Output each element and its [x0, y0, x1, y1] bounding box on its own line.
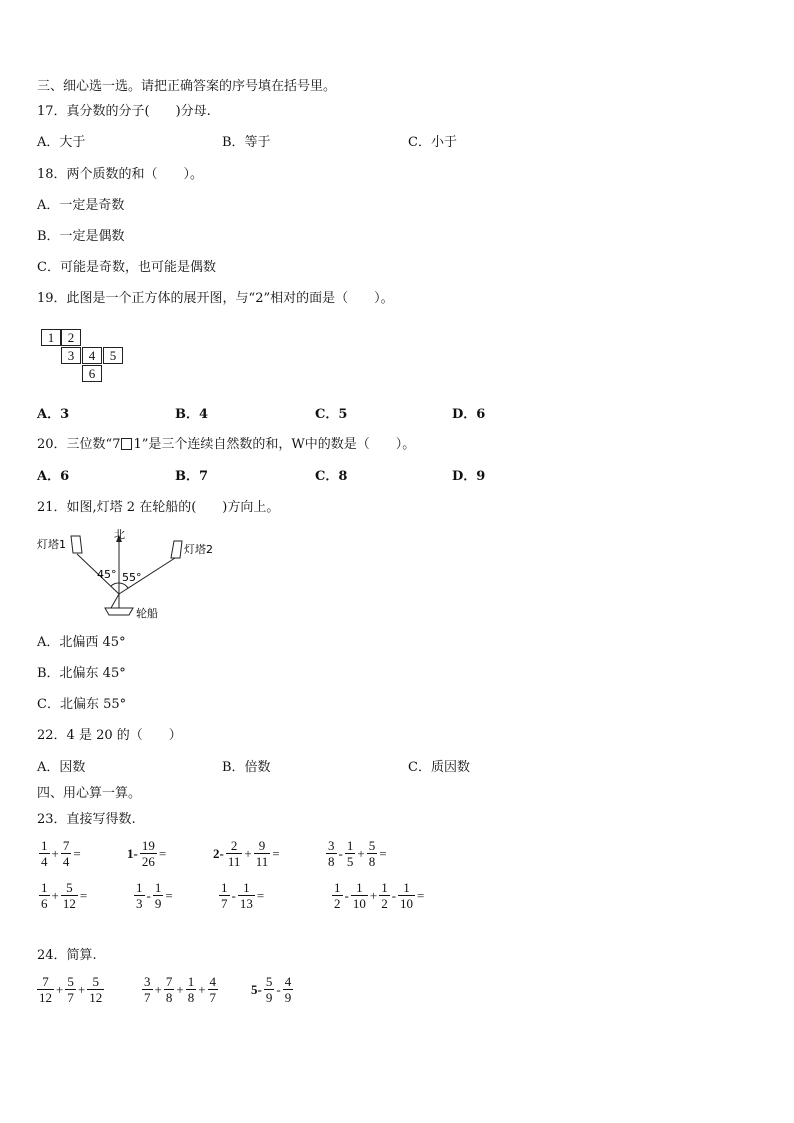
- math-operator: =: [165, 888, 173, 903]
- q17-option-b: B．等于: [222, 135, 271, 150]
- q18-stem: 18．两个质数的和（ ）。: [37, 167, 204, 182]
- math-operator: =: [256, 888, 265, 903]
- q17-option-a: A．大于: [37, 135, 86, 150]
- fraction-numerator: 1: [334, 880, 341, 895]
- net-face-3: 3: [61, 347, 81, 364]
- math-operator: +: [51, 846, 59, 861]
- section-3-heading: 三、细心选一选。请把正确答案的序号填在括号里。: [37, 79, 337, 94]
- fraction-numerator: 4: [209, 974, 217, 989]
- fraction: [219, 880, 230, 911]
- q18-option-c: C．可能是奇数，也可能是偶数: [37, 260, 216, 275]
- fraction: [351, 880, 368, 911]
- fraction: [379, 880, 390, 911]
- net-face-1: 1: [41, 329, 61, 346]
- fraction: [61, 838, 72, 869]
- q20-option-b: B．7: [175, 469, 209, 484]
- math-operator: +: [244, 846, 252, 861]
- q24-expr-1: [36, 974, 105, 1005]
- math-operator: 5-: [251, 982, 262, 997]
- q23-stem: 23．直接写得数.: [37, 812, 136, 827]
- fraction-numerator: 19: [141, 838, 155, 853]
- q23-expr-8: [331, 880, 425, 911]
- angle-label-45: 45°: [97, 568, 117, 581]
- lighthouse-direction-diagram: [35, 528, 235, 624]
- north-label: 北: [114, 528, 125, 541]
- fraction-denominator: 8: [187, 990, 195, 1005]
- q20-option-d: D．9: [452, 469, 486, 484]
- blank-box-icon: [121, 438, 132, 450]
- math-operator: -: [231, 888, 236, 903]
- fraction-numerator: 7: [62, 838, 70, 853]
- fraction-denominator: 7: [144, 990, 151, 1005]
- math-operator: =: [379, 846, 387, 861]
- ship-sail-icon: [111, 594, 119, 608]
- fraction-denominator: 13: [239, 896, 253, 911]
- math-operator: -: [391, 888, 397, 903]
- math-operator: +: [56, 982, 64, 997]
- math-operator: -: [276, 982, 281, 997]
- fraction-denominator: 9: [284, 990, 292, 1005]
- fraction-numerator: 5: [67, 974, 74, 989]
- fraction-numerator: 5: [265, 974, 273, 989]
- lighthouse-1-icon: [71, 536, 82, 553]
- fraction: [140, 838, 157, 869]
- math-operator: =: [272, 846, 280, 861]
- math-operator: -: [344, 888, 349, 903]
- q18-option-b: B．一定是偶数: [37, 229, 125, 244]
- fraction: [153, 880, 164, 911]
- fraction-denominator: 9: [154, 896, 162, 911]
- math-operator: 1-: [127, 846, 138, 861]
- fraction-denominator: 9: [265, 990, 273, 1005]
- fraction-denominator: 8: [328, 854, 335, 869]
- q22-stem: 22．4 是 20 的（ ）: [37, 728, 182, 743]
- q20-stem: [37, 437, 415, 453]
- math-operator: =: [158, 846, 167, 861]
- lighthouse-2-label: 灯塔2: [184, 543, 213, 556]
- math-operator: +: [51, 888, 59, 903]
- net-face-4: 4: [82, 347, 102, 364]
- net-face-5: 5: [103, 347, 123, 364]
- fraction: [332, 880, 343, 911]
- q21-option-b: B．北偏东 45°: [37, 666, 126, 681]
- q19-option-c: C．5: [315, 407, 348, 422]
- fraction: [39, 838, 50, 869]
- fraction-denominator: 12: [89, 990, 103, 1005]
- q19-option-b: B．4: [175, 407, 209, 422]
- math-operator: +: [357, 846, 365, 861]
- fraction-numerator: 1: [381, 880, 388, 895]
- fraction: [134, 880, 145, 911]
- fraction: [326, 838, 337, 869]
- fraction-numerator: 3: [144, 974, 151, 989]
- fraction-denominator: 2: [334, 896, 341, 911]
- fraction-denominator: 11: [227, 854, 241, 869]
- q23-expr-1: [38, 838, 82, 869]
- math-operator: -: [338, 846, 343, 861]
- q21-stem: 21．如图,灯塔 2 在轮船的( )方向上。: [37, 500, 280, 515]
- angle-arc-left: [111, 583, 119, 586]
- ship-hull-icon: [105, 608, 133, 615]
- q21-option-a: A．北偏西 45°: [37, 635, 126, 650]
- fraction: [87, 974, 104, 1005]
- fraction-numerator: 5: [66, 880, 73, 895]
- fraction-numerator: 2: [230, 838, 238, 853]
- math-operator: +: [77, 982, 86, 997]
- q18-option-a: A．一定是奇数: [37, 198, 125, 213]
- fraction-numerator: 1: [41, 838, 48, 853]
- q19-option-d: D．6: [452, 407, 486, 422]
- q19-option-a: A．3: [37, 407, 70, 422]
- fraction-numerator: 1: [187, 974, 195, 989]
- fraction-denominator: 6: [41, 896, 48, 911]
- net-face-2: 2: [61, 329, 81, 346]
- angle-label-55: 55°: [122, 571, 142, 584]
- math-operator: =: [73, 846, 81, 861]
- fraction-numerator: 9: [258, 838, 266, 853]
- fraction: [367, 838, 378, 869]
- math-operator: +: [198, 982, 206, 997]
- fraction-denominator: 8: [165, 990, 173, 1005]
- q23-expr-3: [212, 838, 281, 869]
- fraction-numerator: 3: [328, 838, 335, 853]
- q22-option-c: C．质因数: [408, 760, 470, 775]
- fraction-denominator: 11: [255, 854, 269, 869]
- fraction-denominator: 12: [39, 990, 52, 1005]
- fraction-denominator: 7: [67, 990, 74, 1005]
- q22-option-a: A．因数: [37, 760, 86, 775]
- fraction-numerator: 1: [403, 880, 410, 895]
- fraction: [61, 880, 78, 911]
- fraction-denominator: 8: [368, 854, 376, 869]
- fraction-numerator: 7: [42, 974, 49, 989]
- net-face-6: 6: [82, 365, 102, 382]
- math-operator: -: [146, 888, 151, 903]
- fraction: [164, 974, 175, 1005]
- fraction: [398, 880, 415, 911]
- fraction-denominator: 3: [136, 896, 143, 911]
- fraction: [186, 974, 197, 1005]
- fraction-denominator: 10: [400, 896, 414, 911]
- fraction-numerator: 1: [346, 838, 354, 853]
- fraction: [226, 838, 243, 869]
- fraction-denominator: 7: [221, 896, 228, 911]
- math-operator: =: [79, 888, 88, 903]
- q17-stem: 17．真分数的分子( )分母.: [37, 104, 211, 119]
- fraction: [254, 838, 271, 869]
- fraction-denominator: 12: [62, 896, 76, 911]
- fraction-numerator: 1: [221, 880, 228, 895]
- fraction-denominator: 2: [381, 896, 388, 911]
- math-operator: =: [417, 888, 425, 903]
- fraction-numerator: 1: [41, 880, 48, 895]
- fraction-denominator: 4: [41, 854, 48, 869]
- q24-stem: 24．简算.: [37, 948, 97, 963]
- q20-option-c: C．8: [315, 469, 348, 484]
- q22-option-b: B．倍数: [222, 760, 271, 775]
- ship-label: 轮船: [136, 607, 158, 620]
- fraction-numerator: 5: [92, 974, 99, 989]
- fraction-numerator: 1: [356, 880, 363, 895]
- fraction: [238, 880, 255, 911]
- section-4-heading: 四、用心算一算。: [37, 786, 142, 801]
- cube-net-figure: [41, 329, 131, 383]
- q20-stem-post: 1”是三个连续自然数的和，W中的数是（ ）。: [133, 437, 416, 452]
- q23-expr-7: [218, 880, 265, 911]
- fraction-denominator: 7: [209, 990, 217, 1005]
- math-operator: +: [369, 888, 378, 903]
- fraction: [142, 974, 153, 1005]
- q23-expr-6: [133, 880, 174, 911]
- fraction-numerator: 4: [284, 974, 292, 989]
- fraction-numerator: 5: [368, 838, 376, 853]
- fraction-numerator: 1: [136, 880, 143, 895]
- q24-expr-3: [250, 974, 294, 1005]
- q21-option-c: C．北偏东 55°: [37, 697, 127, 712]
- math-operator: +: [176, 982, 184, 997]
- q24-expr-2: [141, 974, 219, 1005]
- fraction: [39, 880, 50, 911]
- q23-expr-5: [38, 880, 88, 911]
- q23-expr-4: [325, 838, 388, 869]
- fraction: [65, 974, 76, 1005]
- fraction: [283, 974, 294, 1005]
- q17-option-c: C．小于: [408, 135, 457, 150]
- lighthouse-2-icon: [171, 541, 182, 558]
- fraction: [264, 974, 275, 1005]
- lighthouse-1-label: 灯塔1: [37, 538, 66, 551]
- fraction-numerator: 1: [243, 880, 250, 895]
- q20-option-a: A．6: [37, 469, 70, 484]
- q20-stem-pre: 20．三位数“7: [37, 437, 121, 452]
- fraction: [208, 974, 219, 1005]
- fraction-denominator: 4: [62, 854, 70, 869]
- fraction-denominator: 5: [346, 854, 354, 869]
- q19-stem: 19．此图是一个正方体的展开图，与“2”相对的面是（ ）。: [37, 291, 394, 306]
- q23-expr-2: [126, 838, 167, 869]
- fraction: [345, 838, 356, 869]
- fraction-denominator: 10: [352, 896, 366, 911]
- fraction-denominator: 26: [141, 854, 155, 869]
- fraction-numerator: 7: [165, 974, 173, 989]
- fraction-numerator: 1: [154, 880, 162, 895]
- math-operator: 2-: [213, 846, 224, 861]
- math-operator: +: [154, 982, 162, 997]
- fraction: [37, 974, 54, 1005]
